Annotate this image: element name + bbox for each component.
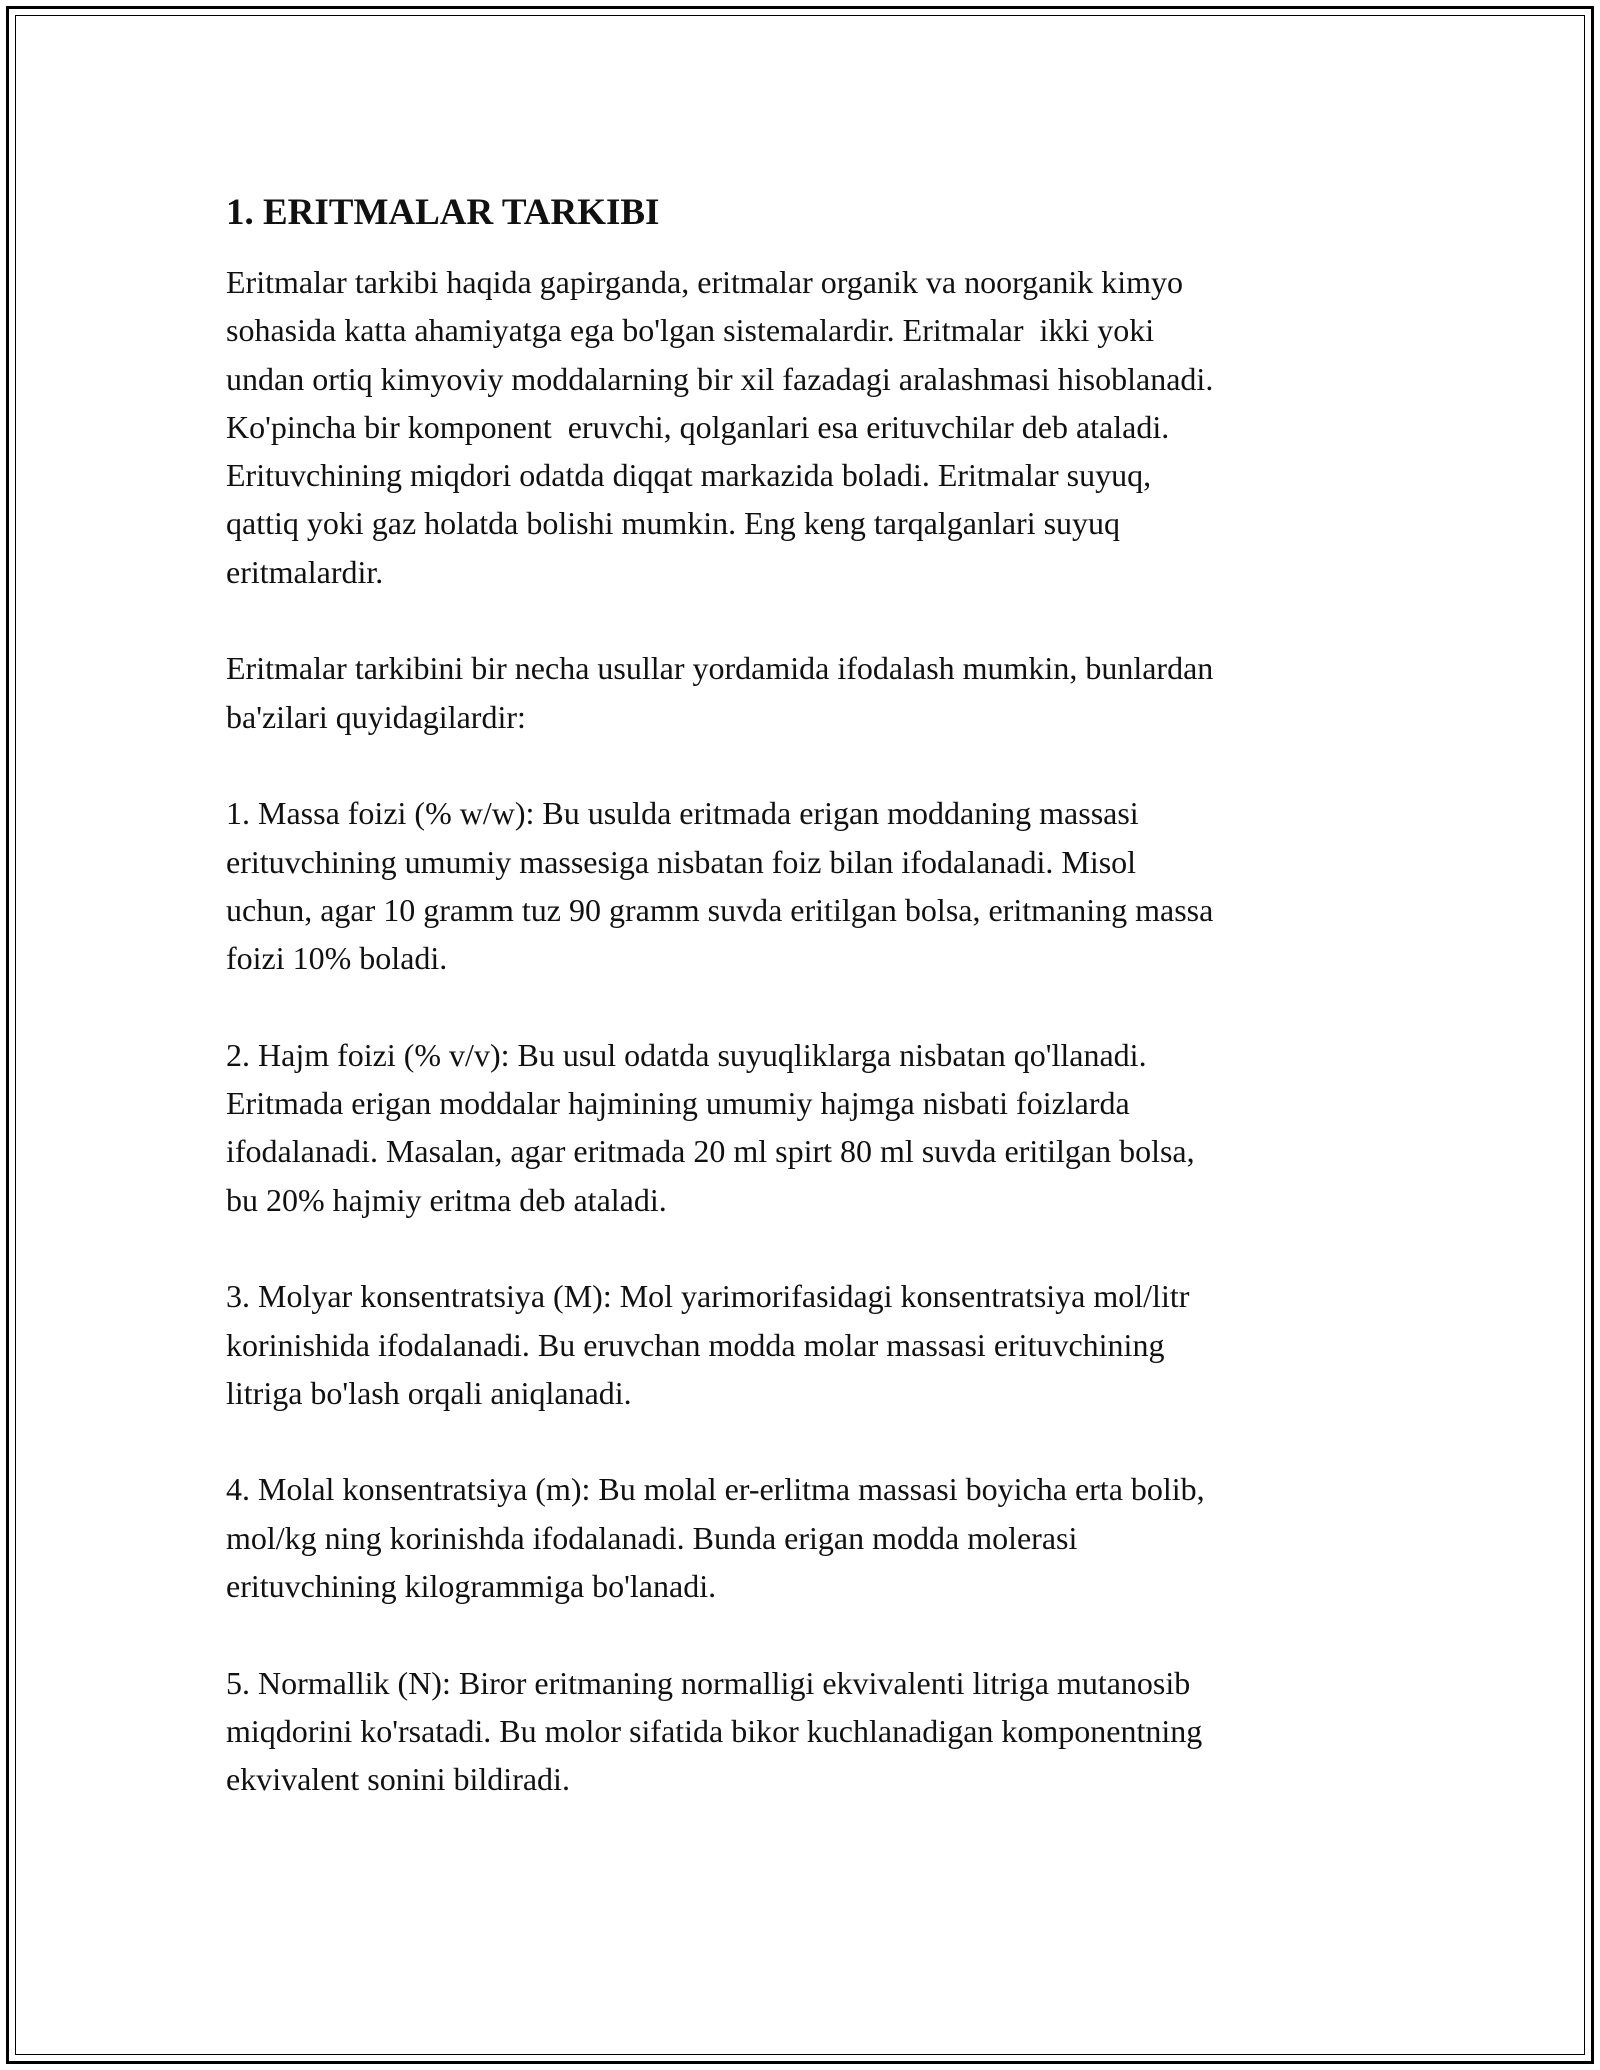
text-line: ekvivalent sonini bildiradi. <box>226 1761 570 1798</box>
text-line: qattiq yoki gaz holatda bolishi mumkin. Eng keng tarqalganlari suyuq <box>226 505 1121 542</box>
text-line: Eritmalar tarkibini bir necha usullar yordamida ifodalash mumkin, bunlardan <box>226 650 1214 687</box>
text-line: uchun, agar 10 gramm tuz 90 gramm suvda eritilgan bolsa, eritmaning massa <box>226 891 1214 928</box>
paragraph-methods-intro <box>226 644 1386 741</box>
text-line: litriga bo'lash orqali aniqlanadi. <box>226 1374 632 1411</box>
paragraph-molar-concentration <box>226 1272 1386 1417</box>
text-line: sohasida katta ahamiyatga ega bo'lgan sistemalardir. Eritmalar ikki yoki <box>226 312 1155 349</box>
text-line: 2. Hajm foizi (% v/v): Bu usul odatda suyuqliklarga nisbatan qo'llanadi. <box>226 1036 1147 1073</box>
text-line: bu 20% hajmiy eritma deb ataladi. <box>226 1181 667 1218</box>
paragraph-mass-percent <box>226 789 1386 982</box>
text-line: Ko'pincha bir komponent eruvchi, qolganlari esa erituvchilar deb ataladi. <box>226 408 1170 445</box>
text-line: Erituvchining miqdori odatda diqqat markazida boladi. Eritmalar suyuq, <box>226 457 1152 494</box>
text-line: korinishida ifodalanadi. Bu eruvchan modda molar massasi erituvchining <box>226 1326 1165 1363</box>
text-line: undan ortiq kimyoviy moddalarning bir xil fazadagi aralashmasi hisoblanadi. <box>226 360 1214 397</box>
text-line: Eritmada erigan moddalar hajmining umumiy hajmga nisbati foizlarda <box>226 1085 1130 1122</box>
paragraph-molal-concentration <box>226 1465 1386 1610</box>
text-line: 4. Molal konsentratsiya (m): Bu molal er-erlitma massasi boyicha erta bolib, <box>226 1471 1205 1508</box>
text-line: ifodalanadi. Masalan, agar eritmada 20 ml spirt 80 ml suvda eritilgan bolsa, <box>226 1133 1195 1170</box>
text-line: ba'zilari quyidagilardir: <box>226 698 526 735</box>
text-line: 5. Normallik (N): Biror eritmaning normalligi ekvivalenti litriga mutanosib <box>226 1664 1191 1701</box>
text-line: erituvchining umumiy massesiga nisbatan foiz bilan ifodalanadi. Misol <box>226 843 1137 880</box>
text-line: Eritmalar tarkibi haqida gapirganda, eritmalar organik va noorganik kimyo <box>226 264 1184 300</box>
paragraph-volume-percent <box>226 1031 1386 1224</box>
section-title: 1. ERITMALAR TARKIBI <box>226 192 660 233</box>
text-line: eritmalardir. <box>226 553 384 590</box>
text-line: erituvchining kilogrammiga bo'lanadi. <box>226 1568 717 1605</box>
document-body <box>226 188 1386 1852</box>
paragraph-intro <box>226 258 1386 596</box>
text-line: mol/kg ning korinishda ifodalanadi. Bunda erigan modda molerasi <box>226 1519 1078 1556</box>
text-line: foizi 10% boladi. <box>226 940 448 977</box>
text-line: 3. Molyar konsentratsiya (M): Mol yarimorifasidagi konsentratsiya mol/litr <box>226 1278 1190 1315</box>
text-line: 1. Massa foizi (% w/w): Bu usulda eritmada erigan moddaning massasi <box>226 795 1139 832</box>
text-line: miqdorini ko'rsatadi. Bu molor sifatida bikor kuchlanadigan komponentning <box>226 1712 1203 1749</box>
paragraph-normality <box>226 1659 1386 1804</box>
